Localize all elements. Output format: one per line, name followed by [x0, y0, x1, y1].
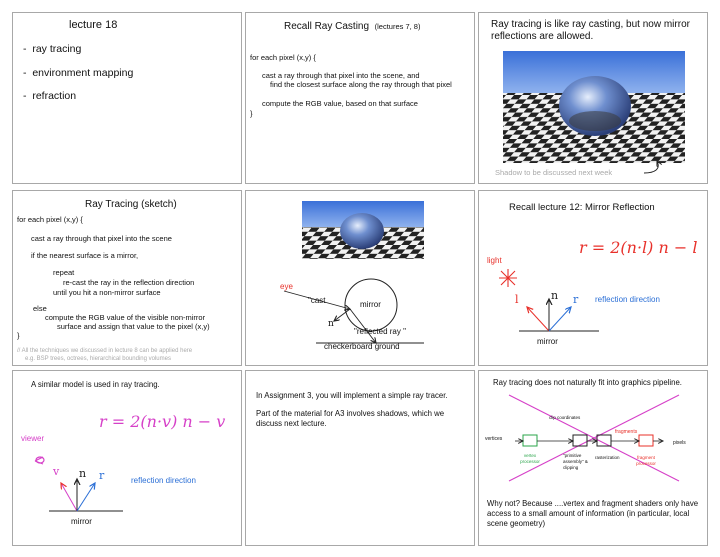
code-line: } [250, 109, 253, 118]
slide-title-note: (lectures 7, 8) [374, 22, 421, 31]
code-line: find the closest surface along the ray through that pixel [270, 80, 452, 89]
svg-text:l: l [515, 293, 519, 306]
slide-graphics-pipeline[interactable] [478, 370, 708, 546]
code-line: for each pixel (x,y) { [250, 53, 316, 62]
reflection-diagram [479, 191, 708, 366]
slide-title: Recall lecture 12: Mirror Reflection [509, 202, 655, 213]
slide-title: A similar model is used in ray tracing. [31, 380, 160, 389]
body-text: Part of the material for A3 involves shadows, which we discuss next lecture. [256, 409, 445, 428]
footer-text: Why not? Because ....vertex and fragment shaders only have access to a small amount of information (in particular, local scene geometry) [487, 499, 699, 528]
slide-ray-tracing-mirror[interactable] [478, 12, 708, 184]
reflected-ray-label: "reflected ray " [354, 327, 406, 336]
ray-traced-render-image [503, 51, 685, 163]
slide-ray-tracing-sketch[interactable] [12, 190, 242, 366]
slide-title: Ray tracing is like ray casting, but now mirror reflections are allowed. [491, 19, 690, 42]
bullet-text: environment mapping [32, 67, 134, 79]
svg-text:n: n [79, 467, 87, 480]
slide-title-text: Recall Ray Casting [284, 21, 370, 32]
slide-title [284, 21, 420, 32]
bullet-item: - environment mapping [23, 67, 134, 79]
slide-title: Ray Tracing (sketch) [85, 199, 177, 210]
code-line: cast a ray through that pixel into the scene [31, 234, 172, 243]
svg-text:v: v [53, 465, 60, 478]
code-line: cast a ray through that pixel into the scene, and [262, 71, 420, 80]
slide-similar-model[interactable] [12, 370, 242, 546]
code-line: } [17, 331, 20, 340]
ray-diagram [246, 191, 475, 366]
svg-text:r = 2(n·v) n − v: r = 2(n·v) n − v [99, 412, 226, 431]
svg-text:r: r [99, 469, 105, 482]
code-line: repeat [53, 268, 75, 277]
bullet-text: ray tracing [32, 43, 82, 55]
slide-title: Ray tracing does not naturally fit into graphics pipeline. [493, 378, 682, 387]
reflection-direction-label: reflection direction [131, 476, 196, 485]
fragments-label: fragments [615, 429, 638, 435]
light-icon [499, 269, 517, 287]
slide-mirror-reflection[interactable] [478, 190, 708, 366]
slide-recall-ray-casting[interactable] [245, 12, 475, 184]
code-line: compute the RGB value, based on that surface [262, 99, 418, 108]
note-line: e.g. BSP trees, octrees, hierarchical bounding volumes [25, 356, 171, 362]
light-label: light [487, 256, 502, 265]
eye-label: eye [280, 282, 293, 291]
pixels-label: pixels [673, 440, 686, 446]
code-line: until you hit a non-mirror surface [53, 288, 161, 297]
svg-text:r: r [573, 293, 579, 306]
bullet-item: - refraction [23, 90, 77, 102]
slide-lecture-18[interactable] [12, 12, 242, 184]
mirror-label: mirror [71, 517, 92, 526]
clip-coordinates-label: clip coordinates [549, 415, 581, 420]
bullet-item: - ray tracing [23, 43, 82, 55]
eye-icon [35, 457, 44, 464]
code-line: surface and assign that value to the pixel (x,y) [57, 322, 210, 331]
primitive-assembly-label: "primitive assembly" & clipping [563, 453, 588, 470]
code-line: compute the RGB value of the visible non-mirror [45, 313, 206, 322]
bullet-text: refraction [32, 90, 77, 102]
code-line: re-cast the ray in the reflection direction [63, 278, 195, 287]
cast-label: "cast [308, 296, 326, 305]
slide-title: lecture 18 [69, 19, 118, 31]
fragment-processor-label: fragment processor [636, 455, 656, 466]
viewer-label: viewer [21, 434, 45, 443]
normal-label: n [328, 319, 334, 329]
code-line: for each pixel (x,y) { [17, 215, 83, 224]
caption: Shadow to be discussed next week [495, 168, 613, 177]
slide-assignment-3[interactable] [245, 370, 475, 546]
ground-label: checkerboard ground [324, 342, 400, 351]
vertices-label: vertices [485, 436, 503, 442]
viewer-reflection-diagram [13, 371, 242, 546]
code-line: else [33, 304, 47, 313]
code-line: if the nearest surface is a mirror, [31, 251, 139, 260]
mirror-label: mirror [360, 300, 381, 309]
rasterization-label: rasterization [595, 455, 620, 460]
svg-text:r = 2(n·l) n − l: r = 2(n·l) n − l [579, 238, 698, 257]
mirror-label: mirror [537, 337, 558, 346]
slide-ray-diagram[interactable] [245, 190, 475, 366]
reflection-direction-label: reflection direction [595, 295, 660, 304]
body-text: In Assignment 3, you will implement a simple ray tracer. [256, 391, 448, 400]
svg-text:n: n [551, 289, 559, 302]
note-line: // All the techniques we discussed in lecture 8 can be applied here [17, 348, 193, 354]
vertex-processor-label: vertex processor [520, 453, 540, 464]
